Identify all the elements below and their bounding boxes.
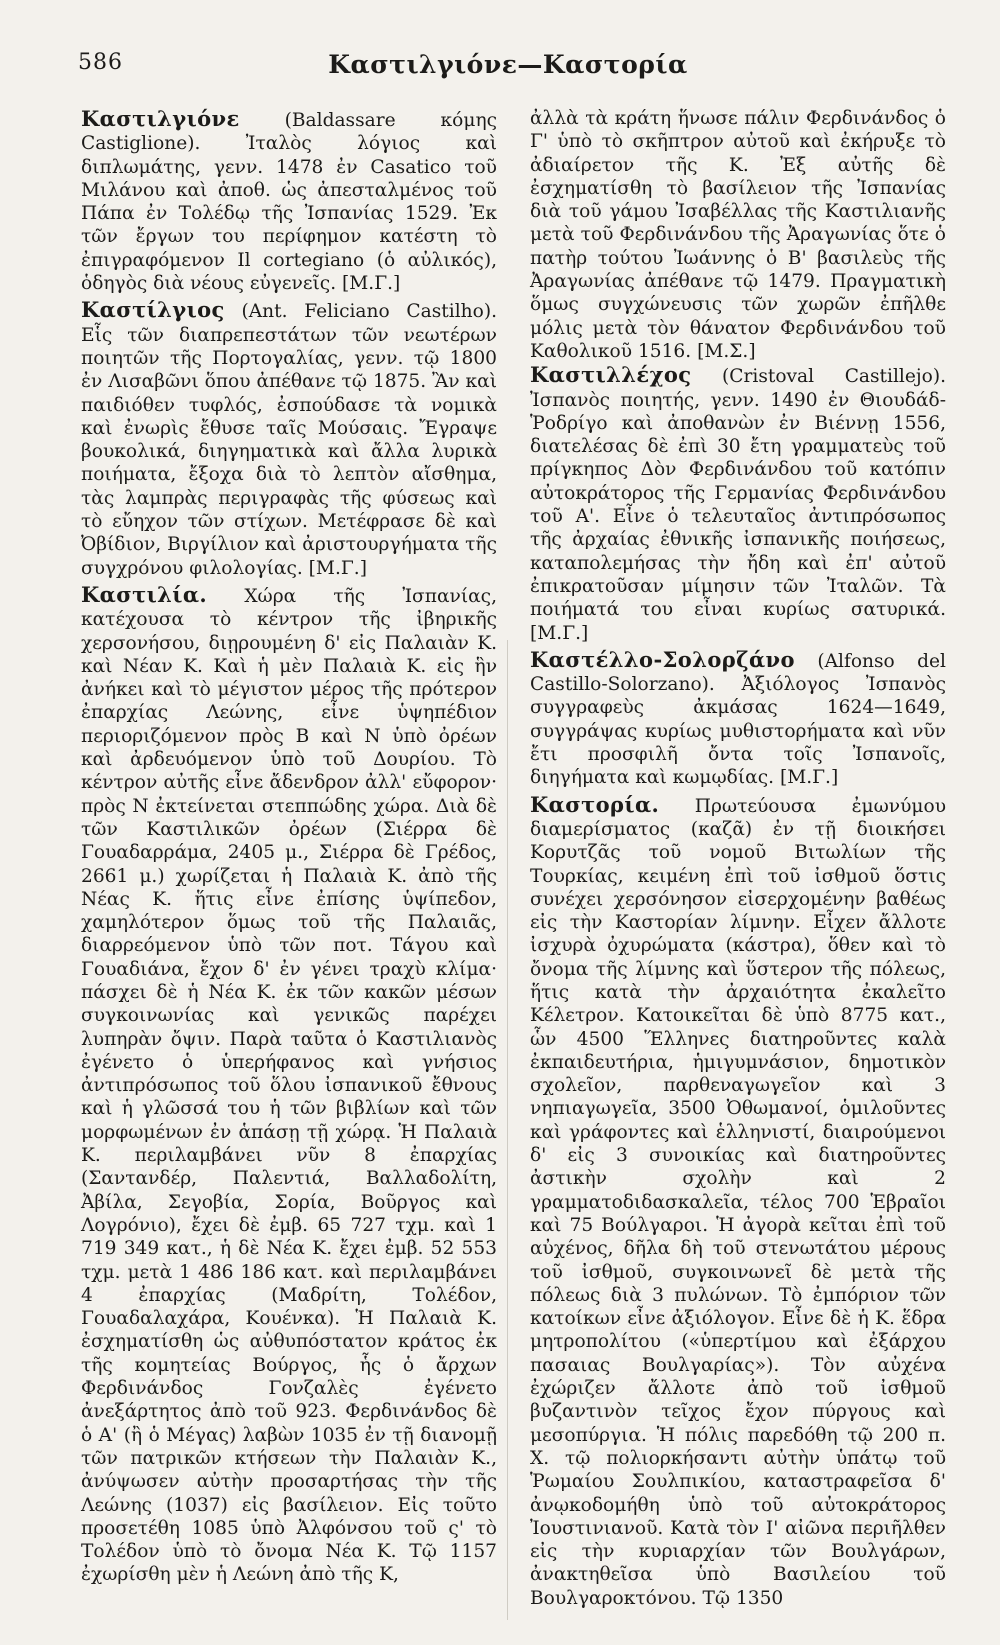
entry-text: (Baldassare κόμης Castiglione). Ἰταλὸς λόγιος καὶ διπλωμάτης, γενν. 1478 ἐν Casatico τοῦ Μιλάνου καὶ ἀποθ. ὡς ἀπεσταλμένος τοῦ Πάπα ἐν Τολέδῳ τῆς Ἰσπανίας 1529. Ἐκ τῶν ἔργων του περίφημον κατέστη τὸ ἐπιγραφόμενον Il cortegiano (ὁ αὐλικός), ὁδηγὸς διὰ νέους εὐγενεῖς. [Μ.Γ.]: [81, 110, 497, 295]
entry-castiglione: [81, 107, 497, 295]
headword: Καστιλλέχος: [530, 362, 692, 388]
headword: Καστίλγιος: [81, 297, 225, 323]
entry-castillejo: [530, 363, 946, 645]
entry-text: (Alfonso del Castillo-Solorzano). Ἀξιόλογος Ἰσπανὸς συγγραφεὺς ἀκμάσας 1624—1649, συγγράψας κυρίως μυθιστορήματα καὶ νῦν ἔτι προσφιλῆ ὄντα τοῖς Ἰσπανοῖς, διηγήματα καὶ κωμῳδίας. [Μ.Γ.]: [530, 650, 946, 789]
headword: Καστιλία.: [81, 581, 208, 607]
left-column: [81, 107, 497, 1587]
entry-text: (Cristoval Castillejo). Ἰσπανὸς ποιητής, γενν. 1490 ἐν Θιουδάδ-Ῥοδρίγο καὶ ἀποθανὼν ἐν Βιέννῃ 1556, διατελέσας δὲ ἐπὶ 30 ἔτη γραμματεὺς τοῦ πρίγκηπος Δὸν Φερδινάνδου τοῦ κατόπιν αὐτοκράτορος τῆς Γερμανίας Φερδινάνδου τοῦ Α'. Εἶνε ὁ τελευταῖος ἀντιπρόσωπος τῆς ἀρχαίας ἐθνικῆς ἰσπανικῆς ποιήσεως, καταπολεμήσας τὴν ἤδη καὶ ἐπ' αὐτοῦ ἐπικρατοῦσαν μίμησιν τῶν Ἰταλῶν. Τὰ ποιήματά του εἶναι κυρίως σατυρικά. [Μ.Γ.]: [530, 366, 946, 644]
headword: Καστιλγιόνε: [81, 106, 240, 131]
entry-text: Πρωτεύουσα ἐμωνύμου διαμερίσματος (καζᾶ) ἐν τῇ διοικήσει Κορυτζᾶς τοῦ νομοῦ Βιτωλίων τῆς Τουρκίας, κειμένη ἐπὶ τοῦ ἰσθμοῦ ὅστις συνέχει χερσόνησον εἰσερχομένην βαθέως εἰς τὴν Καστορίαν λίμνην. Εἶχεν ἄλλοτε ἰσχυρὰ ὀχυρώματα (κάστρα), ὅθεν καὶ τὸ ὄνομα τῆς λίμνης καὶ ὕστερον τῆς πόλεως, ἥτις κατὰ τὴν ἀρχαιότητα ἐκαλεῖτο Κέλετρον. Κατοικεῖται δὲ ὑπὸ 8775 κατ., ὧν 4500 Ἕλληνες διατηροῦντες καλὰ ἐκπαιδευτήρια, ἡμιγυμνάσιον, δημοτικὸν σχολεῖον, παρθεναγωγεῖον καὶ 3 νηπιαγωγεῖα, 3500 Ὀθωμανοί, ὁμιλοῦντες καὶ γράφοντες καὶ ἑλληνιστί, διαιρούμενοι δ' εἰς 3 συνοικίας καὶ διατηροῦντες ἀστικὴν σχολὴν καὶ 2 γραμματοδιδασκαλεῖα, τέλος 700 Ἑβραῖοι καὶ 75 Βούλγαροι. Ἡ ἀγορὰ κεῖται ἐπὶ τοῦ αὐχένος, δῆλα δὴ τοῦ στενωτάτου μέρους τοῦ ἰσθμοῦ, συγκοινωνεῖ δὲ μετὰ τῆς πόλεως διὰ 3 πυλώνων. Τὸ ἐμπόριον τῶν κατοίκων εἶνε ἀξιόλογον. Εἶνε δὲ ἡ Κ. ἕδρα μητροπολίτου («ὑπερτίμου καὶ ἐξάρχου πασαιας Βουλγαρίας»). Τὸν αὐχένα ἐχώριζεν ἄλλοτε ἀπὸ τοῦ ἰσθμοῦ βυζαντινὸν τεῖχος ἔχον πύργους καὶ μεσοπύργια. Ἡ πόλις παρεδόθη τῷ 200 π. Χ. τῷ πολιορκήσαντι αὐτὴν ὑπάτῳ τοῦ Ῥωμαίου Σουλπικίου, καταστραφεῖσα δ' ἀνῳκοδομήθη ὑπὸ τοῦ αὐτοκράτορος Ἰουστινιανοῦ. Κατὰ τὸν Ι' αἰῶνα περιῆλθεν εἰς τὴν κυριαρχίαν τῶν Βουλγάρων, ἀνακτηθεῖσα ὑπὸ Βασιλείου τοῦ Βουλγαροκτόνου. Τῷ 1350: [530, 795, 946, 1609]
running-title: Καστιλγιόνε—Καστορία: [328, 50, 688, 79]
page-header: [78, 50, 938, 90]
entry-kastoria: [530, 793, 946, 1610]
entry-text: (Ant. Feliciano Castilho). Εἷς τῶν διαπρεπεστάτων τῶν νεωτέρων ποιητῶν τῆς Πορτογαλίας, γενν. τῷ 1800 ἐν Λισαβῶνι ὅπου ἀπέθανε τῷ 1875. Ἂν καὶ παιδιόθεν τυφλός, ἐσπούδασε τὰ νομικὰ καὶ ἐνωρὶς ἔθυσε ταῖς Μούσαις. Ἔγραψε βουκολικά, διηγηματικὰ καὶ ἄλλα λυρικὰ ποιήματα, ἔξοχα διὰ τὸ λεπτὸν αἴσθημα, τὰς λαμπρὰς περιγραφὰς τῆς φύσεως καὶ τὸ εὔηχον τῶν στίχων. Μετέφρασε δὲ καὶ Ὀβίδιον, Βιργίλιον καὶ ἀριστουργήματα τῆς συγχρόνου φιλολογίας. [Μ.Γ.]: [81, 301, 497, 579]
column-divider: [507, 640, 508, 1620]
entry-castilho: [81, 298, 497, 580]
entry-text: Χώρα τῆς Ἰσπανίας, κατέχουσα τὸ κέντρον τῆς ἰβηρικῆς χερσονήσου, διῃρουμένη δ' εἰς Παλαιὰν Κ. καὶ Νέαν Κ. Καὶ ἡ μὲν Παλαιὰ Κ. εἰς ἣν ἀνήκει καὶ τὸ μέγιστον μέρος τῆς πρότερον ἐπαρχίας Λεώνης, εἶνε ὑψηπέδιον περιοριζόμενον πρὸς Β καὶ Ν ὑπὸ ὀρέων καὶ ἀρδευόμενον ὑπὸ τοῦ Δουρίου. Τὸ κέντρον αὐτῆς εἶνε ἄδενδρον ἀλλ' εὔφορον· πρὸς Ν ἐκτείνεται στεππώδης χώρα. Διὰ δὲ τῶν Καστιλικῶν ὀρέων (Σιέρρα δὲ Γουαδαρράμα, 2405 μ., Σιέρρα δὲ Γρέδος, 2661 μ.) χωρίζεται ἡ Παλαιὰ Κ. ἀπὸ τῆς Νέας Κ. ἥτις εἶνε ἐπίσης ὑψίπεδον, χαμηλότερον ὅμως τοῦ τῆς Παλαιᾶς, διαρρεόμενον ὑπὸ τῶν ποτ. Τάγου καὶ Γουαδιάνα, ἔχον δ' ἐν γένει τραχὺ κλίμα· πάσχει δὲ ἡ Νέα Κ. ἐκ τῶν κακῶν μέσων συγκοινωνίας καὶ γενικῶς παρέχει λυπηρὰν ὄψιν. Παρὰ ταῦτα ὁ Καστιλιανὸς ἐγένετο ὁ ὑπερήφανος καὶ γνήσιος ἀντιπρόσωπος τοῦ ὅλου ἰσπανικοῦ ἔθνους καὶ ἡ γλῶσσά του ἡ τῶν βιβλίων καὶ τῶν μορφωμένων ἐν ἁπάσῃ τῇ χώρᾳ. Ἡ Παλαιὰ Κ. περιλαμβάνει νῦν 8 ἐπαρχίας (Σαντανδέρ, Παλεντιά, Βαλλαδολίτη, Ἀβίλα, Σεγοβία, Σορία, Βοῦργος καὶ Λογρόνιο), ἔχει δὲ ἐμβ. 65 727 τχμ. καὶ 1 719 349 κατ., ἡ δὲ Νέα Κ. ἔχει ἐμβ. 52 553 τχμ. μετὰ 1 486 186 κατ. καὶ περιλαμβάνει 4 ἐπαρχίας (Μαδρίτη, Τολέδον, Γουαδαλαχάρα, Κουένκα). Ἡ Παλαιὰ Κ. ἐσχηματίσθη ὡς αὐθυπόστατον κράτος ἐκ τῆς κομητείας Βούργος, ἧς ὁ ἄρχων Φερδινάνδος Γονζαλὲς ἐγένετο ἀνεξάρτητος ἀπὸ τοῦ 923. Φερδινάνδος δὲ ὁ Α' (ἢ ὁ Μέγας) λαβὼν 1035 ἐν τῇ διανομῇ τῶν πατρικῶν κτήσεων τὴν Παλαιὰν Κ., ἀνύψωσεν αὐτὴν προσαρτήσας τὴν τῆς Λεώνης (1037) εἰς βασίλειον. Εἰς τοῦτο προσετέθη 1085 ὑπὸ Ἀλφόνσου τοῦ ς' τὸ Τολέδον ὑπὸ τὸ ὄνομα Νέα Κ. Τῷ 1157 ἐχωρίσθη μὲν ἡ Λεώνη ἀπὸ τῆς Κ,: [81, 585, 497, 1586]
page-number: 586: [78, 50, 123, 75]
headword: Καστέλλο-Σολορζάνο: [530, 646, 795, 672]
entry-castillo-solorzano: [530, 648, 946, 790]
entry-continuation: ἀλλὰ τὰ κράτη ἥνωσε πάλιν Φερδινάνδος ὁ Γ' ὑπὸ τὸ σκῆπτρον αὐτοῦ καὶ ἐκήρυξε τὸ ἀδιαίρετον τῆς Κ. Ἐξ αὐτῆς δὲ ἐσχηματίσθη τὸ βασίλειον τῆς Ἰσπανίας διὰ τοῦ γάμου Ἰσαβέλλας τῆς Καστιλιανῆς μετὰ τοῦ Φερδινάνδου τῆς Ἀραγωνίας ὅτε ὁ πατὴρ τούτου Ἰωάννης ὁ Β' βασιλεὺς τῆς Ἀραγωνίας ἀπέθανε τῷ 1479. Πραγματικὴ ὅμως συγχώνευσις τῶν χωρῶν ἐπῆλθε μόλις μετὰ τὸν θάνατον Φερδινάνδου τοῦ Καθολικοῦ 1516. [Μ.Σ.]: [530, 108, 946, 362]
entry-castilia: [81, 583, 497, 1587]
headword: Καστορία.: [530, 791, 660, 817]
right-column: [530, 107, 946, 1610]
